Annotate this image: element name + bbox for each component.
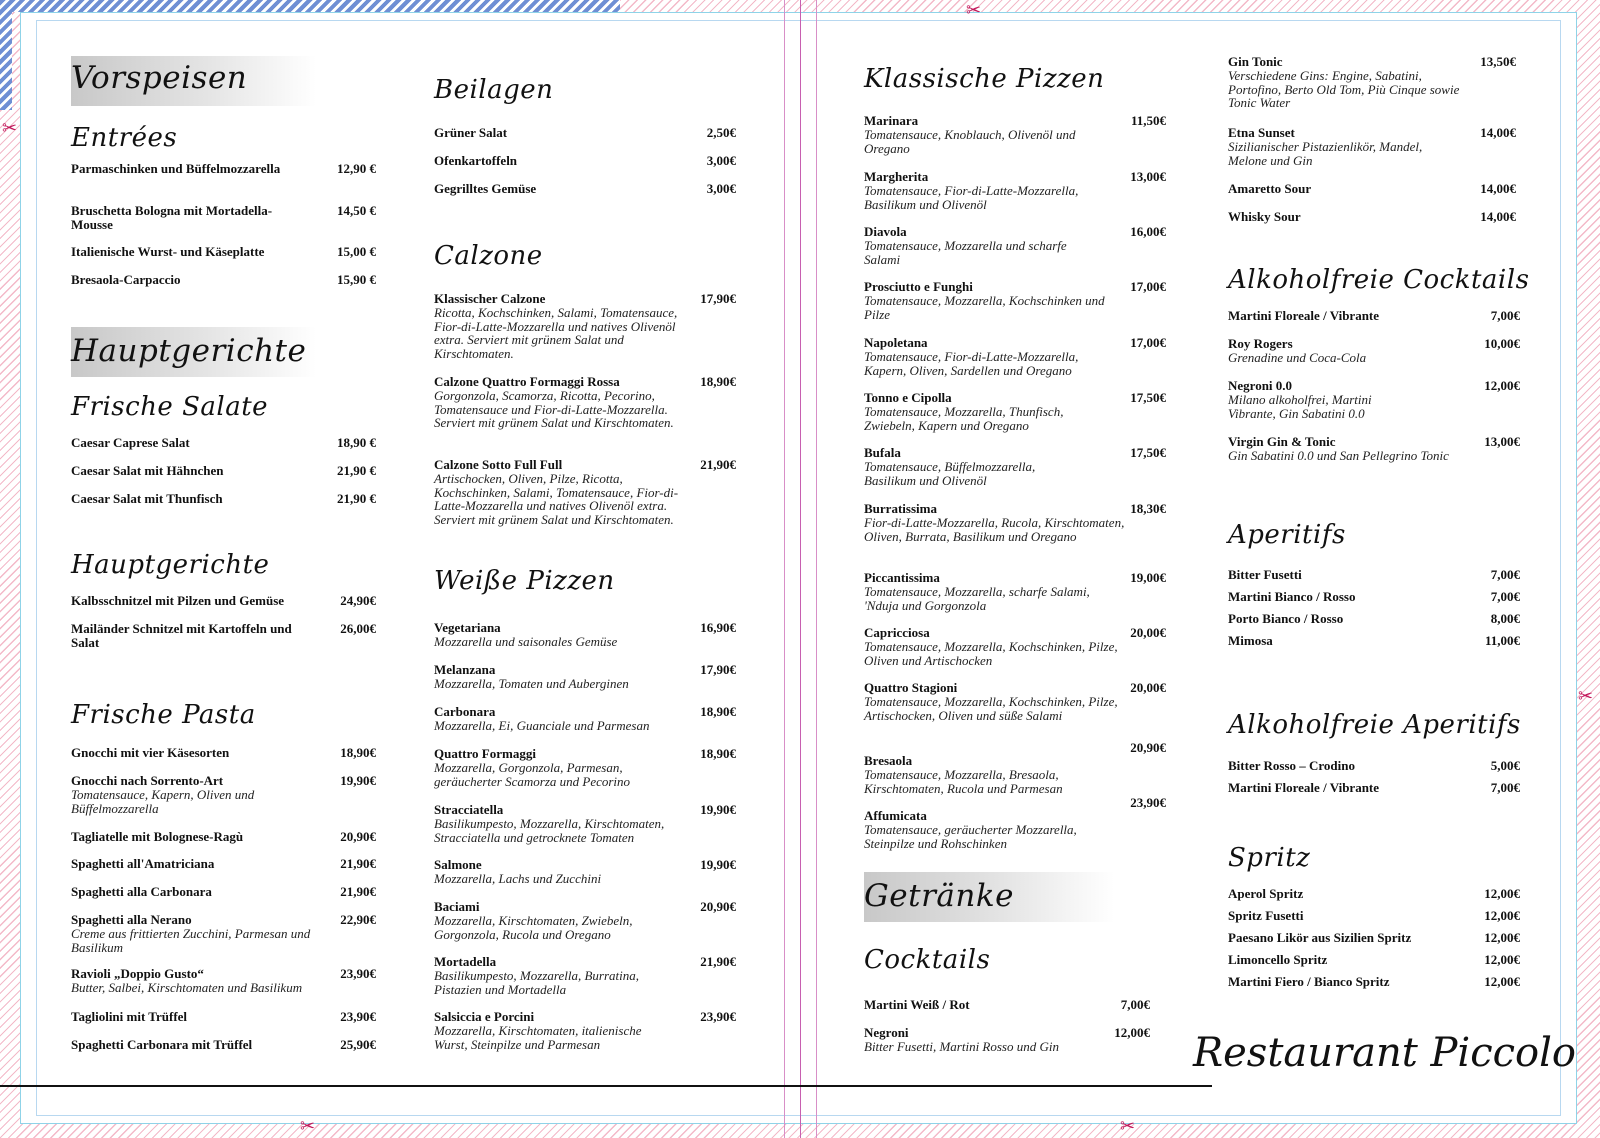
item-name: Martini Floreale / Vibrante: [1228, 308, 1380, 323]
item-name: Mortadella: [434, 954, 497, 969]
item-description: Creme aus frittierten Zucchini, Parmesan und Basilikum: [71, 926, 311, 955]
item-price: 18,90€: [700, 746, 736, 761]
scissors-icon: ✂: [1120, 1116, 1136, 1137]
item-name: Quattro Formaggi: [434, 746, 536, 761]
scissors-icon: ✂: [2, 118, 18, 139]
item-name: Martini Floreale / Vibrante: [1228, 780, 1380, 795]
item-price: 13,50€: [1480, 54, 1516, 69]
item-name: Italienische Wurst- und Käseplatte: [71, 244, 265, 259]
item-price: 24,90€: [340, 593, 376, 608]
item-name: Gin Tonic: [1228, 54, 1283, 69]
item-name: Bruschetta Bologna mit Mortadella-Mousse: [71, 203, 273, 232]
item-name: Caesar Caprese Salat: [71, 435, 190, 450]
item-description: Tomatensauce, Mozzarella, Kochschinken und Pilze: [864, 293, 1105, 322]
item-price: 23,90€: [700, 1009, 736, 1024]
item-price: 11,00€: [1484, 633, 1520, 648]
item-name: Martini Weiß / Rot: [864, 997, 970, 1012]
column-3: [864, 0, 1166, 1138]
item-price: 13,00€: [1484, 434, 1520, 449]
item-name: Tagliolini mit Trüffel: [71, 1009, 188, 1024]
item-name: Carbonara: [434, 704, 496, 719]
item-price: 14,00€: [1480, 181, 1516, 196]
item-name: Caesar Salat mit Hähnchen: [71, 463, 224, 478]
item-name: Baciami: [434, 899, 480, 914]
item-description: Fior-di-Latte-Mozzarella, Rucola, Kirschtomaten, Oliven, Burrata, Basilikum und Oregano: [864, 515, 1125, 544]
item-description: Mozzarella und saisonales Gemüse: [434, 634, 618, 649]
item-name: Spaghetti alla Carbonara: [71, 884, 212, 899]
item-price: 12,00€: [1484, 378, 1520, 393]
item-price: 19,90€: [700, 802, 736, 817]
item-price: 17,90€: [700, 662, 736, 677]
item-description: Tomatensauce, Fior-di-Latte-Mozzarella, Kapern, Oliven, Sardellen und Oregano: [864, 349, 1079, 378]
item-price: 12,00€: [1114, 1025, 1150, 1040]
item-price: 21,90€: [700, 457, 736, 472]
item-price: 18,90 €: [337, 435, 376, 450]
item-description: Tomatensauce, Mozzarella, scharfe Salami, 'Nduja und Gorgonzola: [864, 584, 1090, 613]
item-description: Tomatensauce, Fior-di-Latte-Mozzarella, Basilikum und Olivenöl: [864, 183, 1079, 212]
item-description: Tomatensauce, Kapern, Oliven und Büffelmozzarella: [71, 787, 255, 816]
item-name: Whisky Sour: [1228, 209, 1301, 224]
item-price: 25,90€: [340, 1037, 376, 1052]
item-price: 7,00€: [1490, 567, 1520, 582]
item-name: Etna Sunset: [1228, 125, 1295, 140]
section-title: Getränke: [864, 878, 1014, 914]
item-description: Gorgonzola, Scamorza, Ricotta, Pecorino, Tomatensauce und Fior-di-Latte-Mozzarella. Serviert mit grünem Salat und Kirschtomaten.: [434, 388, 674, 430]
item-description: Tomatensauce, Mozzarella, Thunfisch, Zwiebeln, Kapern und Oregano: [864, 404, 1064, 433]
item-description: Mozzarella, Gorgonzola, Parmesan, geräucherter Scamorza und Pecorino: [434, 760, 631, 789]
item-price: 20,00€: [1130, 625, 1166, 640]
item-price: 12,00€: [1484, 930, 1520, 945]
item-name: Bitter Fusetti: [1228, 567, 1302, 582]
item-name: Gnocchi nach Sorrento-Art: [71, 773, 224, 788]
item-price: 11,50€: [1130, 113, 1166, 128]
item-price: 19,90€: [700, 857, 736, 872]
section-subtitle: Frische Salate: [71, 392, 269, 422]
item-description: Sizilianischer Pistazienlikör, Mandel, Melone und Gin: [1228, 139, 1423, 168]
item-price: 15,90 €: [337, 272, 376, 287]
item-price: 7,00€: [1490, 308, 1520, 323]
margin-guide: [816, 0, 817, 1138]
item-price: 15,00 €: [337, 244, 376, 259]
item-name: Spritz Fusetti: [1228, 908, 1304, 923]
item-name: Napoletana: [864, 335, 928, 350]
item-price: 19,00€: [1130, 570, 1166, 585]
item-name: Calzone Quattro Formaggi Rossa: [434, 374, 620, 389]
section-title: Aperitifs: [1228, 520, 1346, 550]
item-price: 7,00€: [1490, 589, 1520, 604]
section-subtitle: Cocktails: [864, 945, 991, 975]
item-name: Bitter Rosso – Crodino: [1228, 758, 1355, 773]
item-name: Amaretto Sour: [1228, 181, 1312, 196]
item-description: Tomatensauce, geräucherter Mozzarella, Steinpilze und Rohschinken: [864, 822, 1077, 851]
item-price: 23,90€: [340, 966, 376, 981]
item-price: 18,30€: [1130, 501, 1166, 516]
item-name: Bufala: [864, 445, 901, 460]
section-title: Beilagen: [434, 75, 554, 105]
item-name: Paesano Likör aus Sizilien Spritz: [1228, 930, 1412, 945]
item-price: 21,90 €: [337, 463, 376, 478]
item-price: 18,90€: [700, 704, 736, 719]
item-name: Tagliatelle mit Bolognese-Ragù: [71, 829, 244, 844]
item-name: Piccantissima: [864, 570, 940, 585]
item-price: 12,00€: [1484, 886, 1520, 901]
item-name: Roy Rogers: [1228, 336, 1293, 351]
item-price: 23,90€: [1130, 795, 1166, 810]
section-title: Calzone: [434, 241, 543, 271]
item-description: Mozzarella, Ei, Guanciale und Parmesan: [434, 718, 650, 733]
item-name: Porto Bianco / Rosso: [1228, 611, 1344, 626]
item-price: 13,00€: [1130, 169, 1166, 184]
item-price: 16,90€: [700, 620, 736, 635]
item-price: 26,00€: [340, 621, 376, 636]
item-name: Klassischer Calzone: [434, 291, 546, 306]
item-price: 23,90€: [340, 1009, 376, 1024]
item-price: 16,00€: [1130, 224, 1166, 239]
item-name: Negroni: [864, 1025, 909, 1040]
item-description: Gin Sabatini 0.0 und San Pellegrino Tonic: [1228, 448, 1449, 463]
item-name: Gnocchi mit vier Käsesorten: [71, 745, 230, 760]
item-description: Tomatensauce, Mozzarella, Bresaola, Kirschtomaten, Rucola und Parmesan: [864, 767, 1063, 796]
item-description: Tomatensauce, Büffelmozzarella, Basilikum und Olivenöl: [864, 459, 1036, 488]
item-description: Milano alkoholfrei, Martini Vibrante, Gin Sabatini 0.0: [1228, 392, 1372, 421]
item-price: 21,90€: [340, 856, 376, 871]
item-price: 22,90€: [340, 912, 376, 927]
item-description: Mozzarella, Kirschtomaten, italienische Wurst, Steinpilze und Parmesan: [434, 1023, 642, 1052]
item-name: Bresaola: [864, 753, 913, 768]
item-price: 17,50€: [1130, 390, 1166, 405]
item-name: Tonno e Cipolla: [864, 390, 952, 405]
item-description: Mozzarella, Kirschtomaten, Zwiebeln, Gorgonzola, Rucola und Oregano: [434, 913, 633, 942]
item-description: Tomatensauce, Knoblauch, Olivenöl und Oregano: [864, 127, 1076, 156]
item-description: Mozzarella, Lachs und Zucchini: [434, 871, 602, 886]
item-price: 17,90€: [700, 291, 736, 306]
item-price: 10,00€: [1484, 336, 1520, 351]
item-description: Artischocken, Oliven, Pilze, Ricotta, Kochschinken, Salami, Tomatensauce, Fior-di-Latte-Mozzarella und natives Olivenöl extra. Serviert mit grünem Salat und Kirschtomaten.: [434, 471, 679, 527]
item-price: 18,90€: [340, 745, 376, 760]
item-name: Martini Fiero / Bianco Spritz: [1228, 974, 1390, 989]
item-price: 7,00€: [1120, 997, 1150, 1012]
item-name: Ravioli „Doppio Gusto“: [71, 966, 204, 981]
item-description: Verschiedene Gins: Engine, Sabatini, Portofino, Berto Old Tom, Più Cinque sowie Tonic Water: [1228, 68, 1460, 110]
item-name: Calzone Sotto Full Full: [434, 457, 563, 472]
item-price: 7,00€: [1490, 780, 1520, 795]
item-name: Virgin Gin & Tonic: [1228, 434, 1336, 449]
item-name: Salsiccia e Porcini: [434, 1009, 535, 1024]
item-name: Grüner Salat: [434, 125, 508, 140]
item-name: Ofenkartoffeln: [434, 153, 518, 168]
section-title: Klassische Pizzen: [864, 64, 1105, 94]
column-2: [434, 0, 736, 1138]
fold-line: [800, 0, 801, 1138]
restaurant-signature: Restaurant Piccolo: [1193, 1030, 1576, 1076]
item-price: 12,00€: [1484, 908, 1520, 923]
item-name: Prosciutto e Funghi: [864, 279, 973, 294]
item-price: 5,00€: [1490, 758, 1520, 773]
item-price: 17,00€: [1130, 335, 1166, 350]
item-name: Limoncello Spritz: [1228, 952, 1328, 967]
section-title: Weiße Pizzen: [434, 566, 615, 596]
scissors-icon: ✂: [300, 1116, 316, 1137]
item-description: Bitter Fusetti, Martini Rosso und Gin: [864, 1039, 1059, 1054]
item-name: Salmone: [434, 857, 482, 872]
item-name: Negroni 0.0: [1228, 378, 1293, 393]
item-name: Capricciosa: [864, 625, 930, 640]
item-price: 21,90€: [340, 884, 376, 899]
item-name: Spaghetti Carbonara mit Trüffel: [71, 1037, 253, 1052]
item-name: Martini Bianco / Rosso: [1228, 589, 1356, 604]
item-price: 12,00€: [1484, 974, 1520, 989]
item-price: 17,50€: [1130, 445, 1166, 460]
column-1: [71, 0, 376, 1138]
section-subtitle: Entrées: [71, 123, 178, 153]
item-name: Spaghetti all'Amatriciana: [71, 856, 215, 871]
item-price: 19,90€: [340, 773, 376, 788]
item-price: 2,50€: [706, 125, 736, 140]
item-description: Butter, Salbei, Kirschtomaten und Basilikum: [71, 980, 303, 995]
section-title: Hauptgerichte: [71, 333, 307, 369]
item-name: Aperol Spritz: [1228, 886, 1304, 901]
item-name: Gegrilltes Gemüse: [434, 181, 537, 196]
item-name: Kalbsschnitzel mit Pilzen und Gemüse: [71, 593, 285, 608]
item-description: Tomatensauce, Mozzarella, Kochschinken, Pilze, Artischocken, Oliven und süße Salami: [864, 694, 1118, 723]
item-description: Grenadine und Coca-Cola: [1228, 350, 1367, 365]
section-title: Spritz: [1228, 843, 1311, 873]
scissors-icon: ✂: [966, 0, 982, 21]
section-title: Vorspeisen: [71, 60, 248, 96]
scissors-icon: ✂: [1578, 686, 1594, 707]
item-price: 18,90€: [700, 374, 736, 389]
item-price: 3,00€: [706, 153, 736, 168]
section-subtitle: Frische Pasta: [71, 700, 256, 730]
item-description: Ricotta, Kochschinken, Salami, Tomatensauce, Fior-di-Latte-Mozzarella und natives Olivenöl extra. Serviert mit grünem Salat und Kirschtomaten.: [434, 305, 678, 361]
item-price: 14,00€: [1480, 209, 1516, 224]
item-name: Parmaschinken und Büffelmozzarella: [71, 161, 281, 176]
item-price: 20,90€: [700, 899, 736, 914]
item-name: Mimosa: [1228, 633, 1273, 648]
item-price: 14,50 €: [337, 203, 376, 218]
item-description: Mozzarella, Tomaten und Auberginen: [434, 676, 629, 691]
item-price: 20,90€: [340, 829, 376, 844]
section-title: Alkoholfreie Aperitifs: [1228, 710, 1521, 740]
item-name: Quattro Stagioni: [864, 680, 958, 695]
item-description: Tomatensauce, Mozzarella, Kochschinken, Pilze, Oliven und Artischocken: [864, 639, 1118, 668]
corner-marker-left: [0, 0, 12, 110]
item-name: Burratissima: [864, 501, 937, 516]
item-price: 21,90€: [700, 954, 736, 969]
item-description: Basilikumpesto, Mozzarella, Burratina, Pistazien und Mortadella: [434, 968, 639, 997]
item-price: 8,00€: [1490, 611, 1520, 626]
item-description: Basilikumpesto, Mozzarella, Kirschtomaten, Stracciatella und getrocknete Tomaten: [434, 816, 665, 845]
item-name: Marinara: [864, 113, 919, 128]
section-title: Alkoholfreie Cocktails: [1228, 265, 1530, 295]
item-price: 14,00€: [1480, 125, 1516, 140]
item-name: Margherita: [864, 169, 929, 184]
item-name: Caesar Salat mit Thunfisch: [71, 491, 223, 506]
section-subtitle: Hauptgerichte: [71, 550, 270, 580]
item-name: Bresaola-Carpaccio: [71, 272, 181, 287]
item-description: Tomatensauce, Mozzarella und scharfe Salami: [864, 238, 1067, 267]
item-price: 12,00€: [1484, 952, 1520, 967]
item-price: 3,00€: [706, 181, 736, 196]
item-price: 20,90€: [1130, 740, 1166, 755]
column-4: [1228, 0, 1530, 1138]
item-name: Mailänder Schnitzel mit Kartoffeln und Salat: [71, 621, 292, 650]
item-name: Spaghetti alla Nerano: [71, 912, 192, 927]
item-price: 17,00€: [1130, 279, 1166, 294]
item-price: 12,90 €: [337, 161, 376, 176]
item-name: Stracciatella: [434, 802, 504, 817]
item-price: 20,00€: [1130, 680, 1166, 695]
item-price: 21,90 €: [337, 491, 376, 506]
item-name: Affumicata: [864, 808, 927, 823]
item-name: Melanzana: [434, 662, 496, 677]
item-name: Diavola: [864, 224, 907, 239]
item-name: Vegetariana: [434, 620, 501, 635]
margin-guide: [784, 0, 785, 1138]
